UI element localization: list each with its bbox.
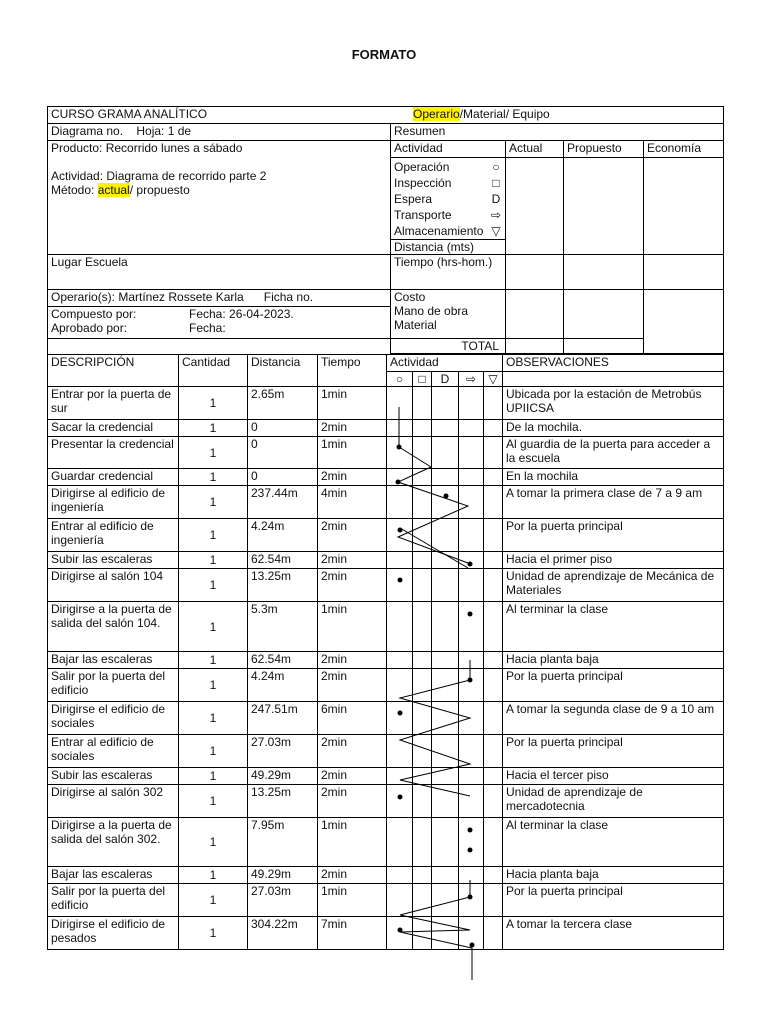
activity-cell xyxy=(459,818,484,867)
row-observation: Hacia el tercer piso xyxy=(503,768,724,785)
table-row xyxy=(48,884,724,917)
activity-cell xyxy=(432,387,459,420)
activity-cell xyxy=(413,785,432,818)
row-description: Entrar por la puerta de sur xyxy=(48,387,179,420)
row-time: 2min xyxy=(318,867,387,884)
activity-cell xyxy=(459,552,484,569)
activity-cell xyxy=(459,602,484,652)
activity-cell xyxy=(432,420,459,437)
sym-transporte-icon: ⇨ xyxy=(459,372,484,387)
table-row xyxy=(48,917,724,950)
tiempo-actual xyxy=(506,255,564,290)
tiempo-summary: Tiempo (hrs-hom.) xyxy=(391,255,506,290)
row-time: 6min xyxy=(318,702,387,735)
row-quantity: 1 xyxy=(179,669,248,702)
row-observation: Por la puerta principal xyxy=(503,669,724,702)
arrow-icon: ⇨ xyxy=(490,208,502,222)
row-quantity: 1 xyxy=(179,569,248,602)
row-time: 2min xyxy=(318,552,387,569)
row-time: 1min xyxy=(318,884,387,917)
row-description: Entrar al edificio de ingeniería xyxy=(48,519,179,552)
activity-cell xyxy=(459,652,484,669)
row-quantity: 1 xyxy=(179,867,248,884)
fecha-aprobado: Fecha: xyxy=(189,321,226,335)
activity-cell xyxy=(459,735,484,768)
table-row xyxy=(48,669,724,702)
row-observation: De la mochila. xyxy=(503,420,724,437)
activity-cell xyxy=(484,785,503,818)
row-observation: A tomar la tercera clase xyxy=(503,917,724,950)
row-quantity: 1 xyxy=(179,917,248,950)
activity-cell xyxy=(484,917,503,950)
row-description: Dirigirse a la puerta de salida del salón 302. xyxy=(48,818,179,867)
row-distance: 237.44m xyxy=(248,486,318,519)
activity-cell xyxy=(432,785,459,818)
row-observation: Hacia planta baja xyxy=(503,867,724,884)
activity-cell xyxy=(459,768,484,785)
row-description: Dirigirse a la puerta de salida del salón 104. xyxy=(48,602,179,652)
tiempo-economia xyxy=(644,255,724,290)
row-description: Salir por la puerta del edificio xyxy=(48,884,179,917)
row-distance: 0 xyxy=(248,469,318,486)
table-row xyxy=(48,602,724,652)
table-row xyxy=(48,469,724,486)
costo-actual xyxy=(506,290,564,339)
row-observation: Por la puerta principal xyxy=(503,884,724,917)
activity-cell xyxy=(459,917,484,950)
activity-cell xyxy=(432,469,459,486)
economia-head: Economía xyxy=(644,141,724,158)
col-cantidad: Cantidad xyxy=(179,355,248,387)
row-description: Dirigirse al edificio de ingeniería xyxy=(48,486,179,519)
row-distance: 27.03m xyxy=(248,884,318,917)
producto-cell xyxy=(48,141,391,255)
spacer-cell xyxy=(48,339,391,354)
activity-cell xyxy=(459,569,484,602)
activity-cell xyxy=(484,469,503,486)
activity-cell xyxy=(459,884,484,917)
activity-cell xyxy=(432,437,459,469)
activity-cell xyxy=(413,552,432,569)
row-quantity: 1 xyxy=(179,486,248,519)
row-time: 1min xyxy=(318,437,387,469)
col-descripcion: DESCRIPCIÓN xyxy=(48,355,179,387)
row-quantity: 1 xyxy=(179,652,248,669)
activity-table xyxy=(47,354,724,950)
activity-cell xyxy=(387,602,413,652)
activity-label: Almacenamiento xyxy=(394,224,484,238)
row-distance: 4.24m xyxy=(248,669,318,702)
activity-cell xyxy=(387,652,413,669)
activity-rows xyxy=(48,387,724,950)
row-observation: Al guardia de la puerta para acceder a la escuela xyxy=(503,437,724,469)
metodo-actual-highlight: actual xyxy=(97,183,130,197)
row-time: 1min xyxy=(318,818,387,867)
activity-cell xyxy=(484,768,503,785)
row-time: 2min xyxy=(318,569,387,602)
activity-cell xyxy=(413,387,432,420)
activity-cell xyxy=(484,735,503,768)
analytic-chart-form xyxy=(47,106,723,950)
row-observation: Hacia el primer piso xyxy=(503,552,724,569)
activity-cell xyxy=(387,669,413,702)
activity-cell xyxy=(387,702,413,735)
row-quantity: 1 xyxy=(179,735,248,768)
row-time: 2min xyxy=(318,735,387,768)
row-observation: En la mochila xyxy=(503,469,724,486)
activity-cell xyxy=(387,768,413,785)
table-row xyxy=(48,652,724,669)
row-observation: Al terminar la clase xyxy=(503,602,724,652)
col-observaciones: OBSERVACIONES xyxy=(503,355,724,372)
activity-cell xyxy=(459,486,484,519)
row-description: Dirigirse al salón 104 xyxy=(48,569,179,602)
d-shape-icon: D xyxy=(491,192,501,206)
activity-cell xyxy=(484,569,503,602)
total-actual xyxy=(506,339,564,354)
activity-cell xyxy=(387,785,413,818)
operarios-cell: Operario(s): Martínez Rossete Karla Ficha no. xyxy=(48,290,391,307)
row-description: Guardar credencial xyxy=(48,469,179,486)
economia-values xyxy=(644,158,724,255)
lugar-cell: Lugar Escuela xyxy=(48,255,391,290)
row-time: 2min xyxy=(318,669,387,702)
activity-cell xyxy=(432,768,459,785)
row-quantity: 1 xyxy=(179,702,248,735)
table-row xyxy=(48,867,724,884)
activity-label: Operación xyxy=(394,160,450,174)
activity-cell xyxy=(387,818,413,867)
activity-cell xyxy=(387,420,413,437)
activity-cell xyxy=(432,917,459,950)
table-row xyxy=(48,486,724,519)
row-observation: A tomar la primera clase de 7 a 9 am xyxy=(503,486,724,519)
activity-cell xyxy=(413,884,432,917)
total-label: TOTAL xyxy=(391,339,506,354)
row-distance: 13.25m xyxy=(248,569,318,602)
table-row xyxy=(48,735,724,768)
row-description: Dirigirse el edificio de pesados xyxy=(48,917,179,950)
activity-cell xyxy=(432,867,459,884)
producto-text: Producto: Recorrido lunes a sábado xyxy=(51,141,243,155)
material-label: Material xyxy=(394,318,437,332)
activity-cell xyxy=(413,652,432,669)
activity-cell xyxy=(387,387,413,420)
row-distance: 0 xyxy=(248,420,318,437)
actual-values xyxy=(506,158,564,255)
activity-cell xyxy=(413,469,432,486)
obs-blank xyxy=(503,372,724,387)
activity-label: Inspección xyxy=(394,176,452,190)
distancia-summary: Distancia (mts) xyxy=(391,240,506,255)
activity-cell xyxy=(413,917,432,950)
actividad-text: Actividad: Diagrama de recorrido parte 2 xyxy=(51,169,267,183)
table-row xyxy=(48,768,724,785)
col-distancia: Distancia xyxy=(248,355,318,387)
metodo-label: Método: xyxy=(51,183,98,197)
activity-cell xyxy=(484,552,503,569)
activity-cell xyxy=(432,884,459,917)
triangle-icon: ▽ xyxy=(491,224,501,238)
table-row xyxy=(48,818,724,867)
curso-row xyxy=(48,107,724,124)
row-distance: 49.29m xyxy=(248,768,318,785)
activity-cell xyxy=(413,569,432,602)
row-description: Subir las escaleras xyxy=(48,552,179,569)
row-quantity: 1 xyxy=(179,602,248,652)
activity-cell xyxy=(484,437,503,469)
circle-icon: ○ xyxy=(492,160,500,174)
row-observation: Por la puerta principal xyxy=(503,735,724,768)
row-observation: Unidad de aprendizaje de Mecánica de Materiales xyxy=(503,569,724,602)
table-row xyxy=(48,552,724,569)
activity-cell xyxy=(459,669,484,702)
diagrama-cell: Diagrama no. Hoja: 1 de xyxy=(48,124,391,141)
row-time: 2min xyxy=(318,785,387,818)
activity-cell xyxy=(413,867,432,884)
row-time: 4min xyxy=(318,486,387,519)
row-distance: 7.95m xyxy=(248,818,318,867)
row-distance: 304.22m xyxy=(248,917,318,950)
row-distance: 62.54m xyxy=(248,652,318,669)
row-description: Dirigirse el edificio de sociales xyxy=(48,702,179,735)
activity-espera xyxy=(394,191,502,207)
activity-cell xyxy=(413,602,432,652)
activity-cell xyxy=(459,387,484,420)
table-row xyxy=(48,387,724,420)
activity-cell xyxy=(484,818,503,867)
activity-cell xyxy=(432,818,459,867)
row-time: 1min xyxy=(318,387,387,420)
row-description: Bajar las escaleras xyxy=(48,867,179,884)
table-row xyxy=(48,420,724,437)
activity-cell xyxy=(413,437,432,469)
activity-cell xyxy=(484,884,503,917)
activity-cell xyxy=(484,702,503,735)
row-description: Bajar las escaleras xyxy=(48,652,179,669)
activity-cell xyxy=(484,669,503,702)
costo-economia xyxy=(644,290,724,354)
row-distance: 49.29m xyxy=(248,867,318,884)
activity-cell xyxy=(387,519,413,552)
activity-cell xyxy=(432,702,459,735)
row-distance: 5.3m xyxy=(248,602,318,652)
activity-cell xyxy=(413,486,432,519)
row-observation: Hacia planta baja xyxy=(503,652,724,669)
row-observation: Por la puerta principal xyxy=(503,519,724,552)
row-description: Dirigirse al salón 302 xyxy=(48,785,179,818)
table-row xyxy=(48,702,724,735)
row-time: 1min xyxy=(318,602,387,652)
row-distance: 2.65m xyxy=(248,387,318,420)
activity-almacenamiento xyxy=(394,223,502,239)
row-quantity: 1 xyxy=(179,387,248,420)
row-time: 2min xyxy=(318,768,387,785)
row-description: Subir las escaleras xyxy=(48,768,179,785)
square-icon: □ xyxy=(492,176,500,190)
aprobado-label: Aprobado por: xyxy=(51,321,128,335)
activity-cell xyxy=(413,702,432,735)
costo-propuesto xyxy=(564,290,644,339)
tiempo-propuesto xyxy=(564,255,644,290)
metodo-propuesto: / propuesto xyxy=(129,183,190,197)
activity-cell xyxy=(484,387,503,420)
row-observation: Ubicada por la estación de Metrobús UPIICSA xyxy=(503,387,724,420)
row-observation: Unidad de aprendizaje de mercadotecnia xyxy=(503,785,724,818)
activity-cell xyxy=(413,669,432,702)
activity-cell xyxy=(387,486,413,519)
row-quantity: 1 xyxy=(179,785,248,818)
sym-almacenamiento-icon: ▽ xyxy=(484,372,503,387)
activity-cell xyxy=(387,867,413,884)
table-row xyxy=(48,519,724,552)
activity-cell xyxy=(432,602,459,652)
row-description: Salir por la puerta del edificio xyxy=(48,669,179,702)
activity-cell xyxy=(432,569,459,602)
activity-cell xyxy=(459,469,484,486)
row-description: Entrar al edificio de sociales xyxy=(48,735,179,768)
activity-cell xyxy=(413,519,432,552)
propuesto-head: Propuesto xyxy=(564,141,644,158)
activity-cell xyxy=(484,652,503,669)
row-quantity: 1 xyxy=(179,437,248,469)
activity-cell xyxy=(432,735,459,768)
activity-cell xyxy=(387,735,413,768)
header-table xyxy=(47,106,724,354)
row-distance: 27.03m xyxy=(248,735,318,768)
row-time: 2min xyxy=(318,469,387,486)
compuesto-label: Compuesto por: xyxy=(51,307,137,321)
activity-cell xyxy=(413,420,432,437)
activity-symbol-list xyxy=(391,158,506,240)
row-distance: 4.24m xyxy=(248,519,318,552)
row-quantity: 1 xyxy=(179,469,248,486)
row-quantity: 1 xyxy=(179,552,248,569)
activity-label: Transporte xyxy=(394,208,452,222)
table-row xyxy=(48,569,724,602)
activity-cell xyxy=(387,884,413,917)
table-row xyxy=(48,437,724,469)
row-distance: 247.51m xyxy=(248,702,318,735)
row-time: 2min xyxy=(318,519,387,552)
activity-cell xyxy=(432,519,459,552)
operario-material-equipo xyxy=(413,107,550,121)
activity-label: Espera xyxy=(394,192,433,206)
activity-cell xyxy=(432,486,459,519)
sym-inspeccion-icon: □ xyxy=(413,372,432,387)
row-quantity: 1 xyxy=(179,818,248,867)
costo-label: Costo xyxy=(394,290,426,304)
activity-inspeccion xyxy=(394,175,502,191)
fecha-compuesto: Fecha: 26-04-2023. xyxy=(189,307,294,321)
activity-cell xyxy=(432,552,459,569)
activity-cell xyxy=(432,652,459,669)
sym-espera-icon: D xyxy=(432,372,459,387)
activity-cell xyxy=(484,519,503,552)
row-distance: 62.54m xyxy=(248,552,318,569)
row-time: 2min xyxy=(318,652,387,669)
activity-cell xyxy=(387,917,413,950)
row-time: 2min xyxy=(318,420,387,437)
activity-cell xyxy=(387,469,413,486)
row-quantity: 1 xyxy=(179,420,248,437)
resumen-cell: Resumen xyxy=(391,124,724,141)
page-title: FORMATO xyxy=(351,47,417,62)
activity-cell xyxy=(387,552,413,569)
activity-cell xyxy=(459,867,484,884)
activity-cell xyxy=(459,702,484,735)
row-distance: 0 xyxy=(248,437,318,469)
activity-cell xyxy=(484,486,503,519)
sym-operacion-icon: ○ xyxy=(387,372,413,387)
row-quantity: 1 xyxy=(179,519,248,552)
operario-highlight: Operario xyxy=(413,107,460,121)
activity-cell xyxy=(459,437,484,469)
row-observation: A tomar la segunda clase de 9 a 10 am xyxy=(503,702,724,735)
activity-cell xyxy=(432,669,459,702)
table-row xyxy=(48,785,724,818)
activity-cell xyxy=(459,420,484,437)
row-description: Presentar la credencial xyxy=(48,437,179,469)
compuesto-cell xyxy=(48,307,391,339)
propuesto-values xyxy=(564,158,644,255)
activity-cell xyxy=(413,768,432,785)
mano-obra-label: Mano de obra xyxy=(394,304,469,318)
activity-cell xyxy=(484,420,503,437)
total-propuesto xyxy=(564,339,644,354)
row-quantity: 1 xyxy=(179,884,248,917)
activity-cell xyxy=(459,519,484,552)
col-actividad: Actividad xyxy=(387,355,503,372)
metodo-text xyxy=(51,183,387,197)
col-tiempo: Tiempo xyxy=(318,355,387,387)
row-description: Sacar la credencial xyxy=(48,420,179,437)
activity-cell xyxy=(459,785,484,818)
actual-head: Actual xyxy=(506,141,564,158)
activity-cell xyxy=(484,867,503,884)
activity-cell xyxy=(387,437,413,469)
activity-cell xyxy=(413,818,432,867)
activity-operacion xyxy=(394,159,502,175)
row-time: 7min xyxy=(318,917,387,950)
row-observation: Al terminar la clase xyxy=(503,818,724,867)
activity-cell xyxy=(413,735,432,768)
activity-transporte xyxy=(394,207,502,223)
material-equipo-label: /Material/ Equipo xyxy=(459,107,550,121)
activity-cell xyxy=(387,569,413,602)
activity-cell xyxy=(484,602,503,652)
row-distance: 13.25m xyxy=(248,785,318,818)
row-quantity: 1 xyxy=(179,768,248,785)
curso-label: CURSO GRAMA ANALÍTICO xyxy=(51,107,208,121)
costo-cell xyxy=(391,290,506,339)
actividad-head: Actividad xyxy=(391,141,506,158)
